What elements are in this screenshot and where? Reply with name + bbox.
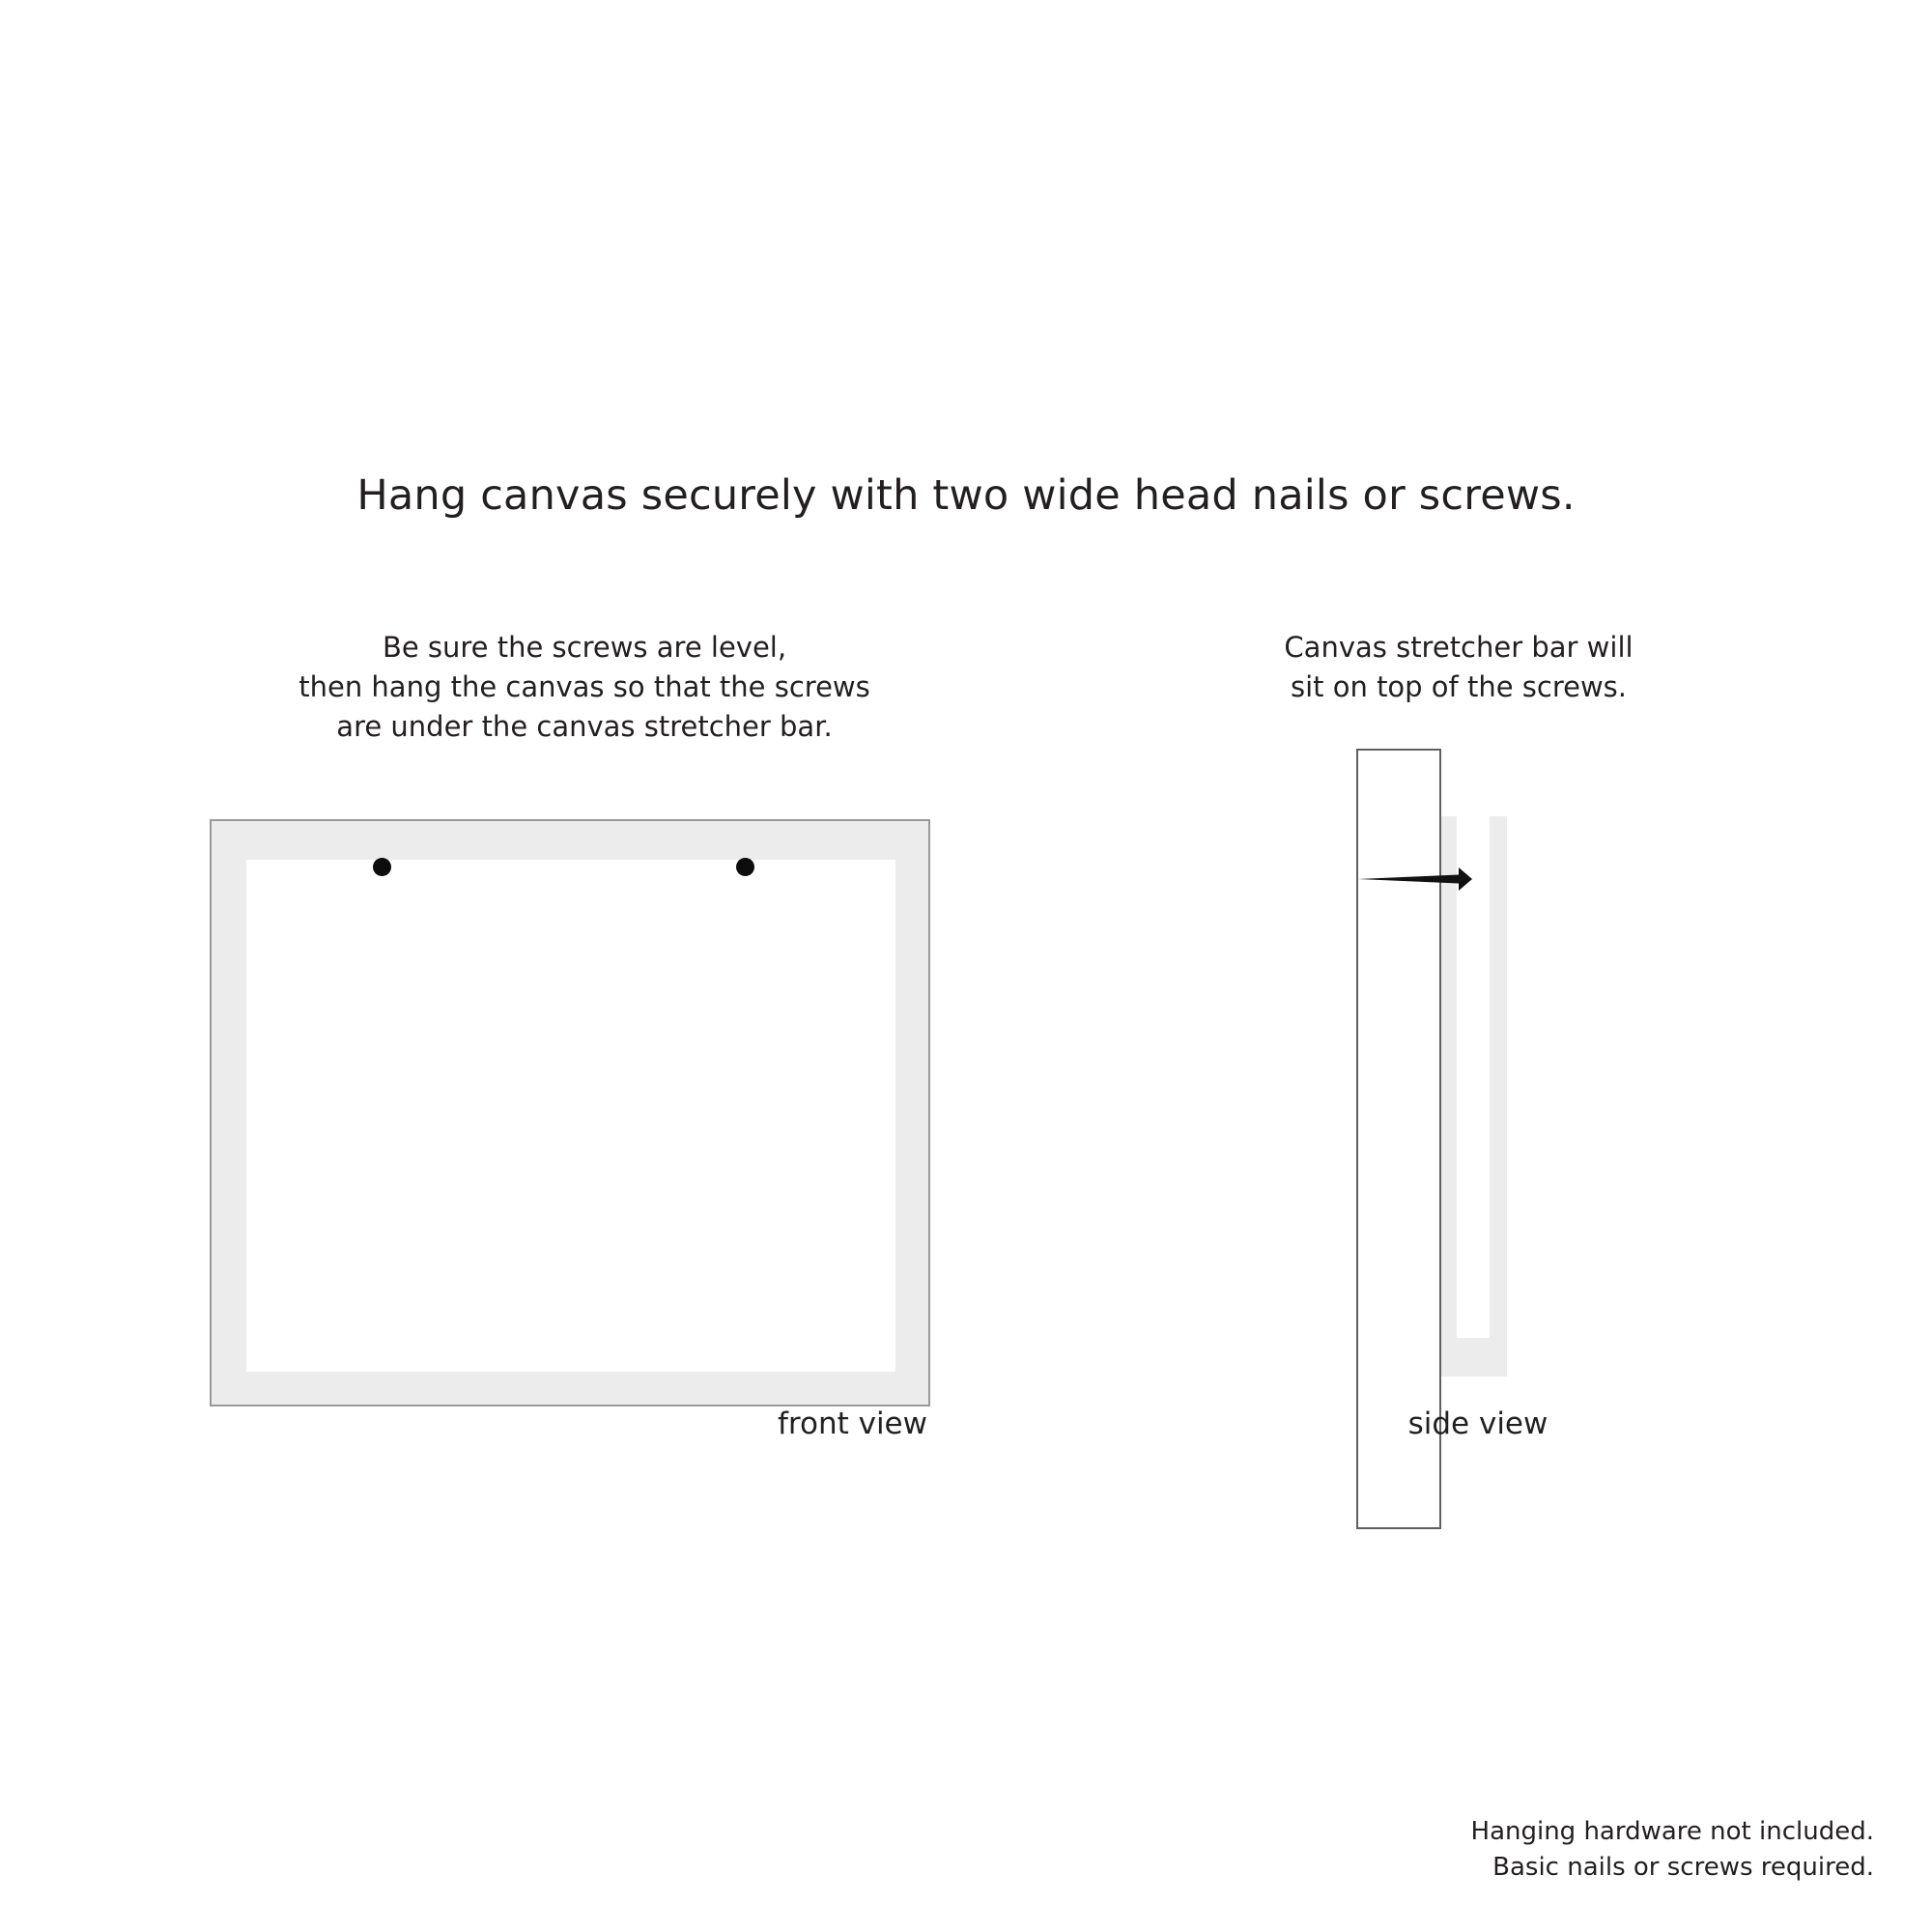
footer-line-1: Hanging hardware not included. (1470, 1817, 1874, 1847)
page-title: Hang canvas securely with two wide head nails or screws. (356, 471, 1576, 520)
side-view-canvas-core (1457, 816, 1490, 1338)
front-view-caption-block (208, 628, 961, 748)
front-view-caption-line-2: then hang the canvas so that the screws (298, 670, 870, 704)
front-view-caption-line-3: are under the canvas stretcher bar. (336, 710, 833, 744)
front-view-caption-line-1: Be sure the screws are level, (382, 631, 787, 664)
right-screw-icon (736, 858, 754, 876)
side-view-caption-line-1: Canvas stretcher bar will (1284, 631, 1634, 664)
front-view-canvas-face (246, 860, 895, 1372)
left-screw-icon (373, 858, 391, 876)
side-view-caption-block (1101, 628, 1816, 707)
footer-note (1471, 1814, 1874, 1886)
footer-line-2: Basic nails or screws required. (1492, 1853, 1874, 1883)
side-view-label: side view (1407, 1406, 1548, 1441)
front-view-label: front view (778, 1406, 927, 1441)
front-view-canvas-frame (210, 819, 930, 1406)
side-view-caption-line-2: sit on top of the screws. (1290, 670, 1628, 704)
nail-icon (1358, 866, 1498, 893)
